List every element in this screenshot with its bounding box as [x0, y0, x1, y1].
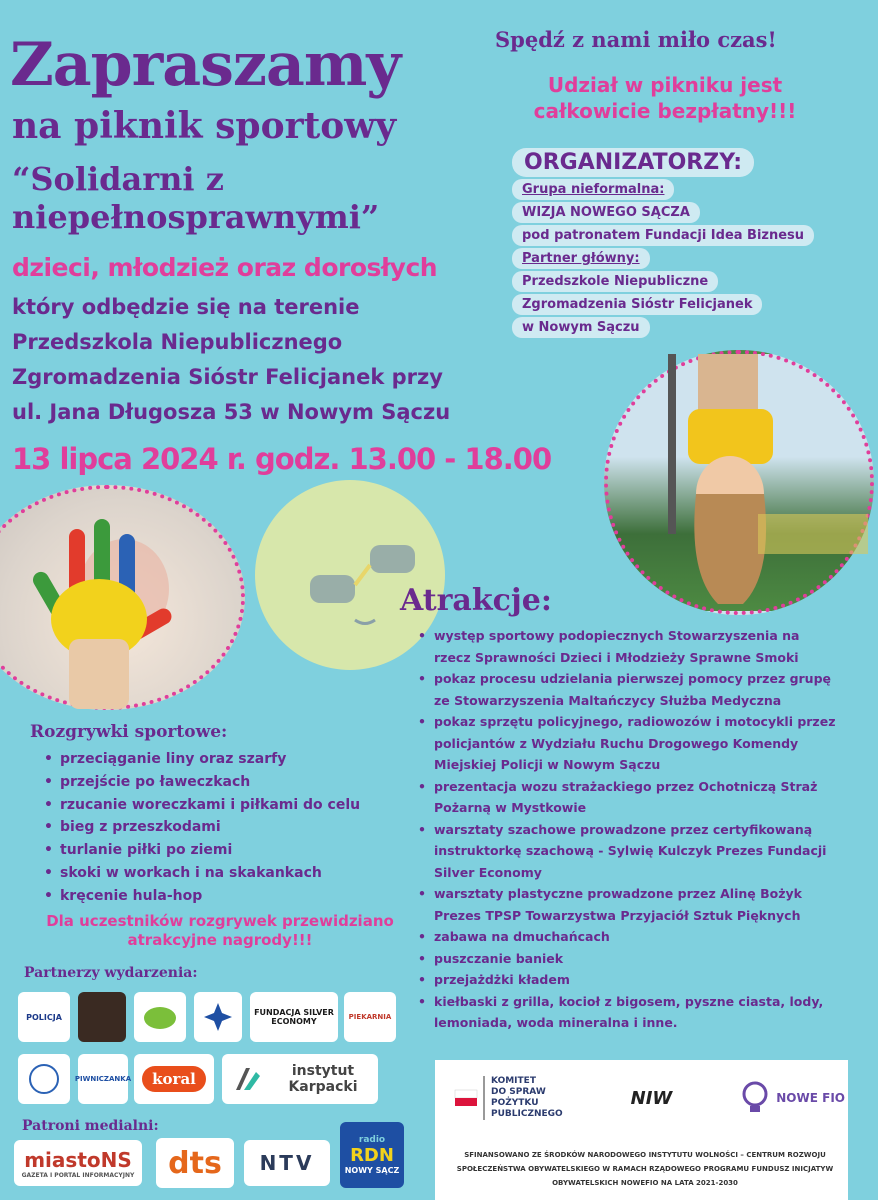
- list-item: • przejście po ławeczkach: [42, 771, 402, 794]
- list-item: • rzucanie woreczkami i piłkami do celu: [42, 794, 402, 817]
- sprawne-smoki-logo: [134, 992, 186, 1042]
- group-line: pod patronatem Fundacji Idea Biznesu: [512, 225, 814, 246]
- list-item: • zabawa na dmuchańcach: [416, 926, 836, 948]
- sports-list: [42, 748, 402, 908]
- piwniczanka-logo: PIWNICZANKA: [78, 1054, 128, 1104]
- fio-logo: NOWE FIO: [740, 1081, 845, 1115]
- list-item: • prezentacja wozu strażackiego przez Ochotniczą Straż Pożarną w Mystkowie: [416, 776, 836, 819]
- ossolinski-logo: [18, 1054, 70, 1104]
- group-label: Grupa nieformalna:: [512, 179, 674, 200]
- poster-subtitle: na piknik sportowy: [12, 105, 397, 147]
- free-info: Udział w pikniku jest całkowicie bezpłatny!!!: [533, 73, 797, 123]
- media-title: Patroni medialni:: [22, 1118, 159, 1134]
- partner-label: Partner główny:: [512, 248, 650, 269]
- prize-note: Dla uczestników rozgrywek przewidziano atrakcyjne nagrody!!!: [46, 912, 394, 949]
- silver-economy-logo: FUNDACJA SILVER ECONOMY: [250, 992, 338, 1042]
- location-line: który odbędzie się na terenie: [12, 295, 360, 319]
- list-item: • turlanie piłki po ziemi: [42, 839, 402, 862]
- list-item: • warsztaty szachowe prowadzone przez certyfikowaną instruktorkę szachową - Sylwię Kulczyk Prezes Fundacji Silver Economy: [416, 819, 836, 884]
- funding-text: SFINANSOWANO ZE ŚRODKÓW NARODOWEGO INSTYTUTU WOLNOŚCI – CENTRUM ROZWOJU SPOŁECZEŃSTWA OBYWATELSKIEGO W RAMACH RZĄDOWEGO PROGRAMU FUNDUSZ INICJATYW OBYWATELSKICH NOWEFIO NA LATA 2021-2030: [456, 1151, 834, 1187]
- list-item: • bieg z przeszkodami: [42, 816, 402, 839]
- list-item: • występ sportowy podopiecznych Stowarzyszenia na rzecz Sprawności Dzieci i Młodzieży Sprawne Smoki: [416, 625, 836, 668]
- event-name: “Solidarni z niepełnosprawnymi”: [12, 160, 380, 236]
- instytut-karpacki-logo: instytut Karpacki: [222, 1054, 378, 1104]
- dragon-icon: [140, 1002, 180, 1032]
- location-line: ul. Jana Długosza 53 w Nowym Sączu: [12, 400, 451, 424]
- maltese-cross-icon: [202, 1001, 234, 1033]
- list-item: • pokaz sprzętu policyjnego, radiowozów i motocykli przez policjantów z Wydziału Ruchu Drogowego Komendy Miejskiej Policji w Nowym Sączu: [416, 711, 836, 776]
- emblem-icon: [27, 1062, 61, 1096]
- niw-logo: NIW: [630, 1087, 673, 1109]
- polish-flag-icon: [455, 1090, 477, 1106]
- list-item: • puszczanie baniek: [416, 948, 836, 970]
- list-item: • pokaz procesu udzielania pierwszej pomocy przez grupę ze Stowarzyszenia Maltańczycy Służba Medyczna: [416, 668, 836, 711]
- komitet-line: DO SPRAW: [491, 1087, 546, 1097]
- rdn-logo: radio RDN NOWY SĄCZ: [340, 1122, 404, 1188]
- organizers-title: ORGANIZATORZY:: [512, 148, 754, 177]
- koral-logo: koral: [134, 1054, 214, 1104]
- list-item: • kiełbaski z grilla, kocioł z bigosem, pyszne ciasta, lody, lemoniada, woda mineralna i inne.: [416, 991, 836, 1034]
- girl-illustration: [608, 354, 878, 619]
- tagline: Spędź z nami miło czas!: [495, 27, 777, 52]
- girl-photo: [604, 350, 874, 615]
- list-item: • skoki w workach i na skakankach: [42, 862, 402, 885]
- attractions-title: Atrakcje:: [400, 583, 552, 618]
- funding-footer: [435, 1060, 848, 1200]
- maltese-logo: [194, 992, 242, 1042]
- police-logo: POLICJA: [18, 992, 70, 1042]
- poster-title: Zapraszamy: [10, 30, 401, 100]
- partners-title: Partnerzy wydarzenia:: [24, 965, 198, 981]
- location: [12, 290, 512, 430]
- list-item: • warsztaty plastyczne prowadzone przez Alinę Bożyk Prezes TPSP Towarzystwa Przyjaciół Sztuk Pięknych: [416, 883, 836, 926]
- list-item: • przejażdżki kładem: [416, 969, 836, 991]
- audience: dzieci, młodzież oraz dorosłych: [12, 253, 438, 282]
- list-item: • przeciąganie liny oraz szarfy: [42, 748, 402, 771]
- location-line: Przedszkola Niepublicznego: [12, 330, 343, 354]
- chevron-mark-icon: [232, 1064, 262, 1094]
- lightbulb-icon: [740, 1081, 770, 1115]
- list-item: • kręcenie hula-hop: [42, 885, 402, 908]
- partner-line: w Nowym Sączu: [512, 317, 650, 338]
- fire-brigade-logo: [78, 992, 126, 1042]
- partner-line: Zgromadzenia Sióstr Felicjanek: [512, 294, 762, 315]
- group-line: WIZJA NOWEGO SĄCZA: [512, 202, 700, 223]
- miastons-logo: miastoNS GAZETA I PORTAL INFORMACYJNY: [14, 1140, 142, 1186]
- organizers-box: [512, 148, 805, 338]
- event-date: 13 lipca 2024 r. godz. 13.00 - 18.00: [12, 442, 552, 476]
- sports-title: Rozgrywki sportowe:: [30, 722, 228, 742]
- bakery-logo: PIEKARNIA: [344, 992, 396, 1042]
- funding-logos: [455, 1068, 845, 1128]
- painted-hand-photo: [0, 485, 245, 710]
- komitet-line: POŻYTKU: [491, 1098, 539, 1108]
- attractions-list: [416, 625, 836, 1034]
- dts-logo: dts: [156, 1138, 234, 1188]
- painted-hand-illustration: [0, 489, 249, 714]
- komitet-line: PUBLICZNEGO: [491, 1109, 563, 1119]
- sunglasses-icon: [300, 525, 440, 635]
- komitet-line: KOMITET: [491, 1076, 536, 1086]
- ntv-logo: NTV: [244, 1140, 330, 1186]
- location-line: Zgromadzenia Sióstr Felicjanek przy: [12, 365, 443, 389]
- partner-line: Przedszkole Niepubliczne: [512, 271, 718, 292]
- komitet-logo: [455, 1076, 563, 1120]
